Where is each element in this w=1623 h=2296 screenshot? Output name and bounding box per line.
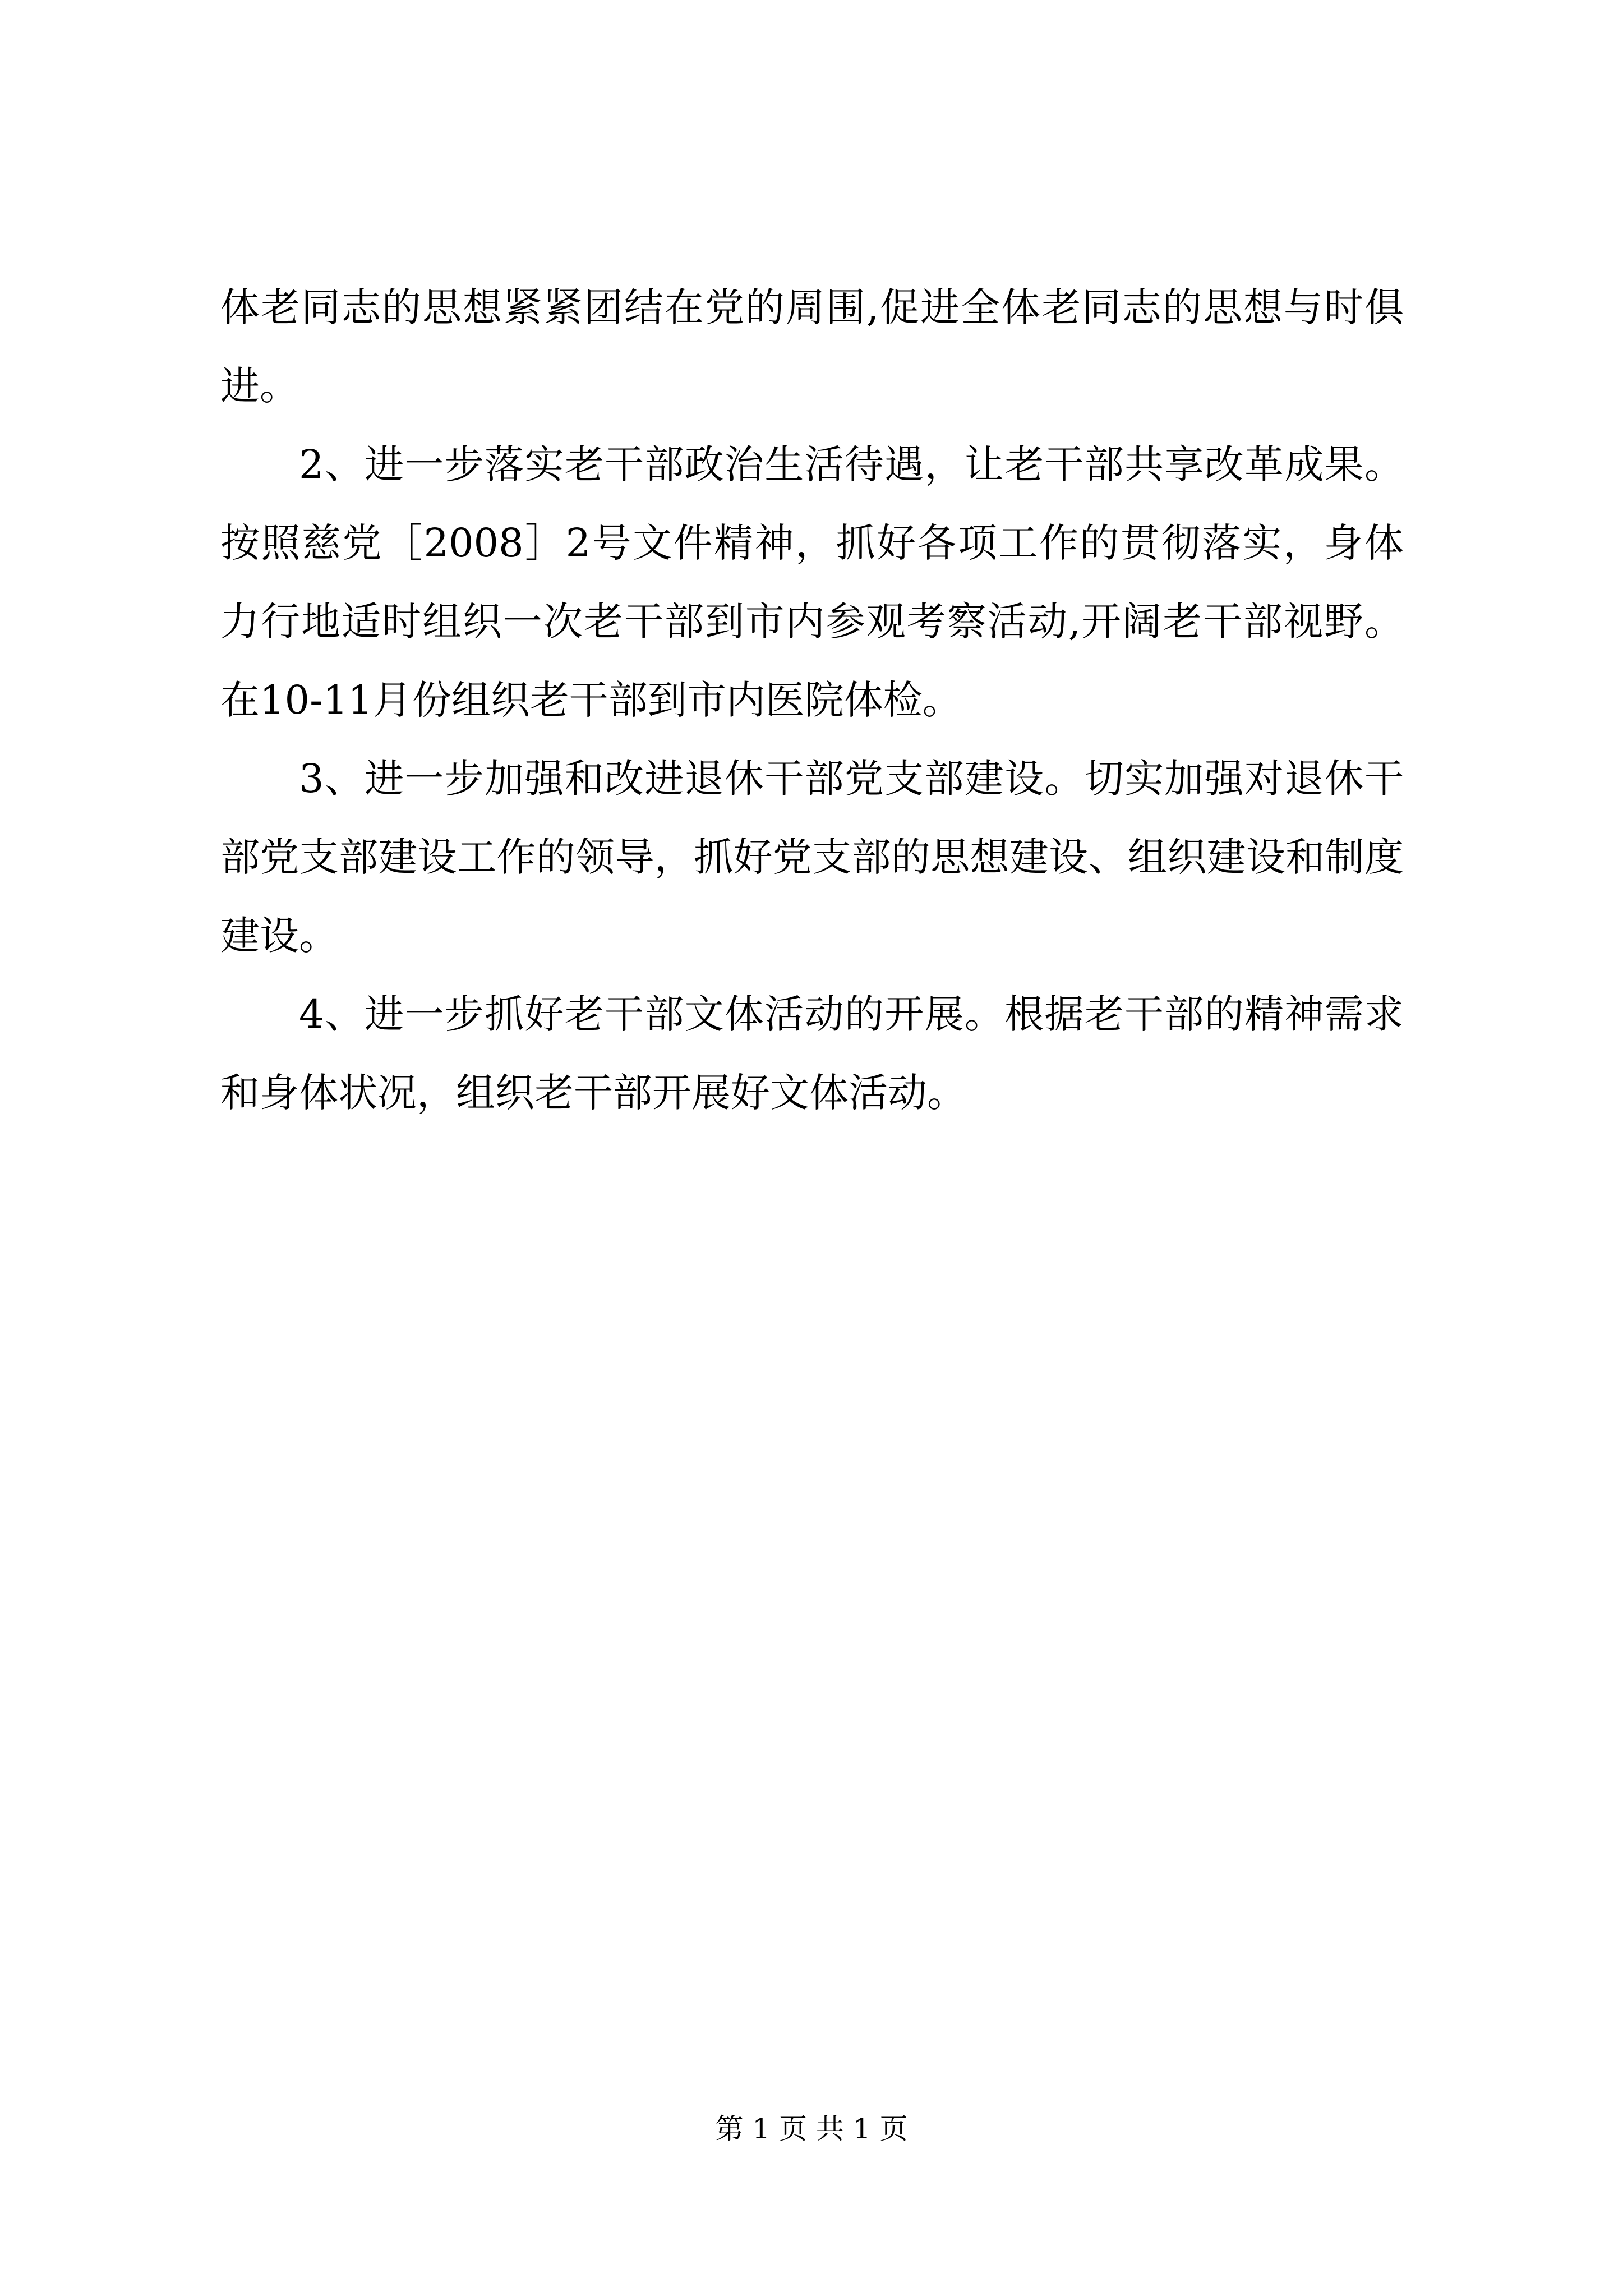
page-number-label: 第 1 页 共 1 页 [715,2113,908,2145]
paragraph-item-3: 3、进一步加强和改进退休干部党支部建设。切实加强对退休干部党支部建设工作的领导，抓好党支部的思想建设、组织建设和制度建设。 [220,756,1404,959]
paragraph-continuation: 体老同志的思想紧紧团结在党的周围,促进全体老同志的思想与时俱进。 [220,284,1404,409]
paragraph-item-4: 4、进一步抓好老干部文体活动的开展。根据老干部的精神需求和身体状况，组织老干部开展好文体活动。 [220,991,1404,1116]
page-footer [0,2106,1623,2151]
document-body [220,268,1404,1132]
paragraph-item-2: 2、进一步落实老干部政治生活待遇，让老干部共享改革成果。按照慈党［2008］2号文件精神，抓好各项工作的贯彻落实，身体力行地适时组织一次老干部到市内参观考察活动,开阔老干部视野。在10-11月份组织老干部到市内医院体检。 [220,441,1404,723]
